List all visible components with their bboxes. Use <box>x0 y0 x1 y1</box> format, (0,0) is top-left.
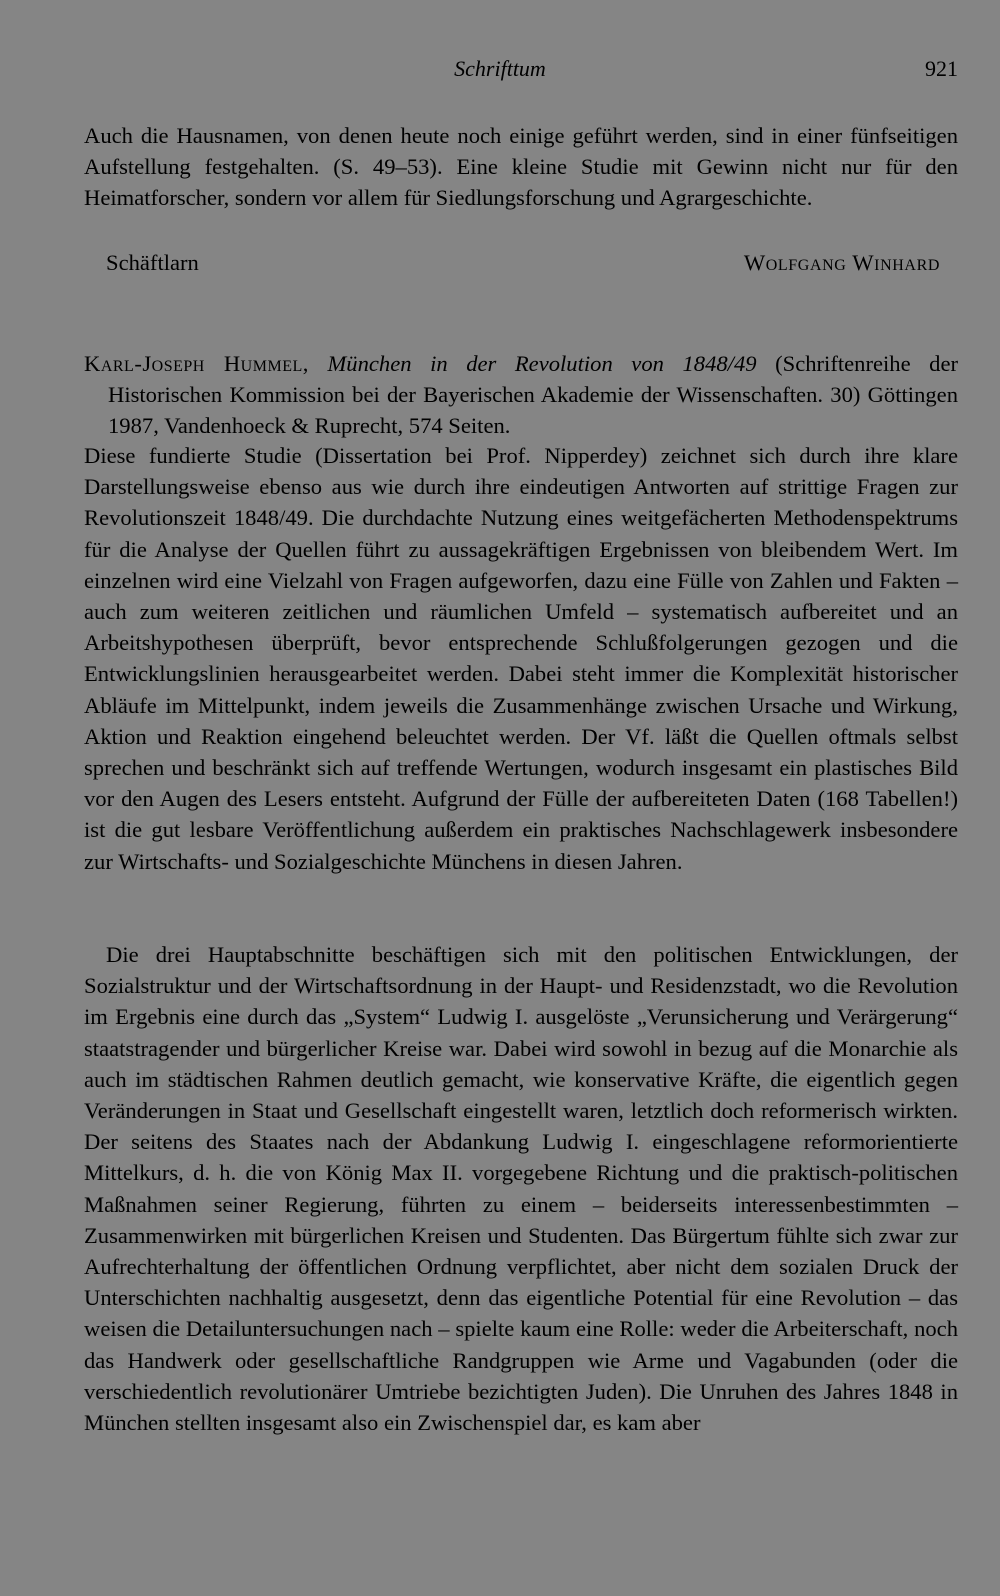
book-author: Karl-Joseph Hummel, <box>84 351 309 376</box>
review-one-reviewer: Wolfgang Winhard <box>743 250 940 275</box>
review-two-paragraph-one: Diese fundierte Studie (Dissertation bei Prof. Nipperdey) zeichnet sich durch ihre klare Darstellungsweise ebenso aus wie durch ihre eindeutigen Antworten auf strittige Fragen zur Revolutionszeit 1848/49. Die durchdachte Nutzung eines weitgefächerten Methodenspektrums für die Analyse der Quellen führt zu aussagekräftigen Ergebnissen von bleibendem Wert. Im einzelnen wird eine Vielzahl von Fragen aufgeworfen, dazu eine Fülle von Zahlen und Fakten – auch zum weiteren zeitlichen und räumlichen Umfeld – systematisch aufbereitet und an Arbeitshypothesen überprüft, bevor entsprechende Schlußfolgerungen gezogen und die Entwicklungslinien herausgearbeitet werden. Dabei steht immer die Komplexität historischer Abläufe im Mittelpunkt, indem jeweils die Zusammenhänge zwischen Ursache und Wirkung, Aktion und Reaktion eingehend beleuchtet werden. Der Vf. läßt die Quellen oftmals selbst sprechen und beschränkt sich auf treffende Wertungen, wodurch insgesamt ein plastisches Bild vor den Augen des Lesers entsteht. Aufgrund der Fülle der aufbereiteten Daten (168 Tabellen!) ist die gut lesbare Veröffentlichung außerdem ein praktisches Nachschlagewerk insbesondere zur Wirtschafts- und Sozialgeschichte Münchens in diesen Jahren. <box>84 443 958 874</box>
review-one-place: Schäftlarn <box>106 250 199 275</box>
page-number: 921 <box>925 56 958 81</box>
review-two-paragraph-two: Die drei Hauptabschnitte beschäftigen sich mit den politischen Entwicklungen, der Sozialstruktur und der Wirtschaftsordnung in der Haupt- und Residenzstadt, wo die Revolution im Ergebnis eine durch das „System“ Ludwig I. ausgelöste „Verunsicherung und Verärgerung“ staatstragender und bürgerlicher Kreise war. Dabei wird sowohl in bezug auf die Monarchie als auch im städtischen Rahmen deutlich gemacht, wie konservative Kräfte, die eigentlich gegen Veränderungen in Staat und Gesellschaft eingestellt waren, letztlich doch reformerisch wirkten. Der seitens des Staates nach der Abdankung Ludwig I. eingeschlagene reformorientierte Mittelkurs, d. h. die von König Max II. vorgegebene Richtung und die praktisch-politischen Maßnahmen seiner Regierung, führten zu einem – beiderseits interessenbestimmten – Zusammenwirken mit bürgerlichen Kreisen und Studenten. Das Bürgertum fühlte sich zwar zur Aufrechterhaltung der öffentlichen Ordnung verpflichtet, aber nicht dem sozialen Druck der Unterschichten nachhaltig ausgesetzt, denn das eigentliche Potential für eine Revolution – das weisen die Detailuntersuchungen nach – spielte kaum eine Rolle: weder die Arbeiterschaft, noch das Handwerk oder gesellschaftliche Randgruppen wie Arme und Vagabunden (oder die verschiedentlich revolutionärer Umtriebe bezichtigten Juden). Die Unruhen des Jahres 1848 in München stellten insgesamt also ein Zwischenspiel dar, es kam aber <box>84 942 958 1436</box>
review-one-text: Auch die Hausnamen, von denen heute noch einige geführt werden, sind in einer fünfseitigen Aufstellung festgehalten. (S. 49–53). Eine kleine Studie mit Gewinn nicht nur für den Heimatforscher, sondern vor allem für Siedlungsforschung und Agrargeschichte. <box>84 123 958 211</box>
book-title: München in der Revolution von 1848/49 <box>327 351 757 376</box>
running-header: Schrifttum <box>454 56 546 81</box>
bibliographic-entry <box>84 348 958 442</box>
book-details: (Schriftenreihe der Historischen Kommission bei der Bayerischen Akademie der Wissenschaften. 30) Göttingen 1987, Vandenhoeck & Ruprecht, 574 Seiten. <box>108 351 959 439</box>
